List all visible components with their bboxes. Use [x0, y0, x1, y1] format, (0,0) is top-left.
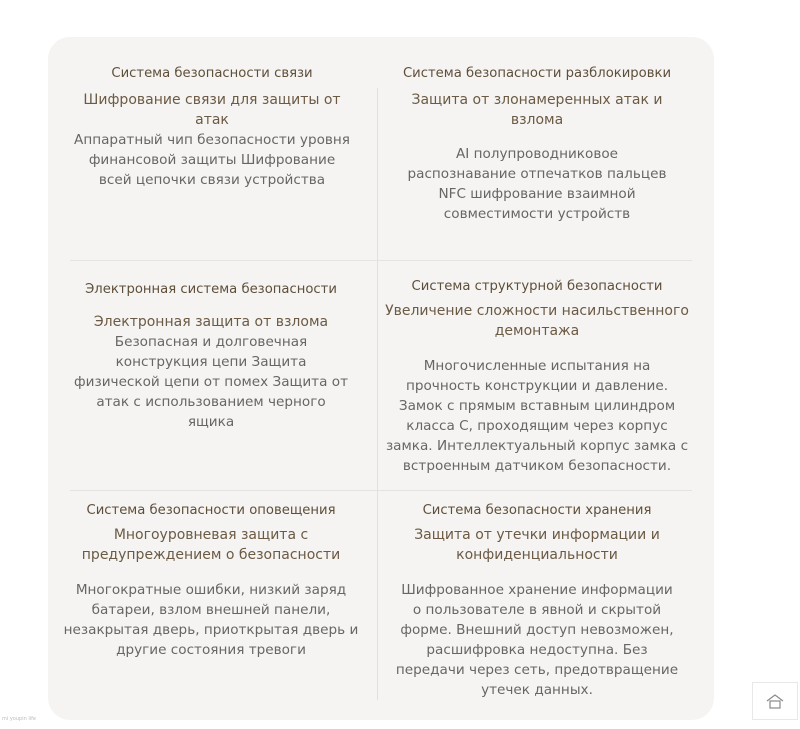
- section-subtitle-line: Увеличение сложности насильственного: [385, 303, 689, 319]
- section-subtitle-line: конфиденциальности: [456, 547, 618, 563]
- section-heading: Система безопасности оповещения: [86, 503, 336, 518]
- section-body-line: распознавание отпечатков пальцев: [407, 166, 667, 182]
- section-unlock-security: [378, 64, 696, 224]
- section-body-line: атак с использованием черного: [96, 394, 326, 410]
- section-electronic-security: [50, 280, 372, 432]
- section-body-line: незакрытая дверь, приоткрытая дверь и: [63, 622, 359, 638]
- section-body-line: Шифрованное хранение информации: [401, 582, 673, 598]
- section-subtitle-line: взлома: [510, 112, 564, 128]
- section-body-line: конструкция цепи Защита: [115, 354, 307, 370]
- section-structural-security: [378, 277, 696, 476]
- section-body-line: Многочисленные испытания на: [423, 358, 651, 374]
- section-body-line: всей цепочки связи устройства: [98, 172, 326, 188]
- section-body-line: батареи, взлом внешней панели,: [91, 602, 331, 618]
- section-heading: Система безопасности хранения: [422, 503, 652, 518]
- section-body-line: расшифровка недоступна. Без: [426, 642, 648, 658]
- section-subtitle-line: предупреждением о безопасности: [81, 547, 341, 563]
- section-body-line: класса С, проходящим через корпус: [406, 418, 668, 434]
- section-body-line: физической цепи от помех Защита от: [74, 374, 348, 390]
- section-body-line: совместимости устройств: [443, 206, 631, 222]
- section-body-line: финансовой защиты Шифрование: [88, 152, 336, 168]
- section-body-line: передачи через сеть, предотвращение: [395, 662, 679, 678]
- section-heading: Система безопасности связи: [111, 66, 313, 81]
- section-subtitle-line: Шифрование связи для защиты от: [83, 92, 341, 108]
- watermark: mi youpin life: [2, 716, 36, 722]
- section-body-line: прочность конструкции и давление.: [405, 378, 669, 394]
- house-logo-icon: [765, 693, 785, 709]
- section-communication-security: [52, 64, 372, 190]
- row-divider: [70, 490, 692, 491]
- section-body-line: Многократные ошибки, низкий заряд: [75, 582, 347, 598]
- section-subtitle-line: Защита от злонамеренных атак и: [411, 92, 663, 108]
- section-body-line: NFC шифрование взаимной: [438, 186, 636, 202]
- section-heading: Электронная система безопасности: [85, 282, 337, 297]
- section-subtitle-line: демонтажа: [494, 323, 580, 339]
- section-body-line: AI полупроводниковое: [455, 146, 619, 162]
- section-body-line: о пользователе в явной и скрытой: [412, 602, 662, 618]
- section-subtitle-line: Многоуровневая защита с: [113, 527, 309, 543]
- section-heading: Система структурной безопасности: [411, 279, 663, 294]
- section-body-line: встроенным датчиком безопасности.: [402, 458, 672, 474]
- section-alert-security: [50, 501, 372, 660]
- section-subtitle-line: атак: [195, 112, 229, 128]
- section-storage-security: [378, 501, 696, 700]
- section-body-line: замка. Интеллектуальный корпус замка с: [385, 438, 689, 454]
- section-subtitle-line: Электронная защита от взлома: [93, 314, 329, 330]
- section-subtitle-line: Защита от утечки информации и: [414, 527, 660, 543]
- section-body-line: форме. Внешний доступ невозможен,: [400, 622, 674, 638]
- section-body-line: другие состояния тревоги: [116, 642, 306, 658]
- section-body-line: Безопасная и долговечная: [114, 334, 308, 350]
- row-divider: [70, 260, 692, 261]
- section-heading: Система безопасности разблокировки: [402, 66, 672, 81]
- brand-logo: [752, 682, 798, 720]
- section-body-line: Замок с прямым вставным цилиндром: [398, 398, 676, 414]
- section-body-line: ящика: [187, 414, 235, 430]
- section-body-line: утечек данных.: [481, 682, 593, 698]
- section-body-line: Аппаратный чип безопасности уровня: [74, 132, 350, 148]
